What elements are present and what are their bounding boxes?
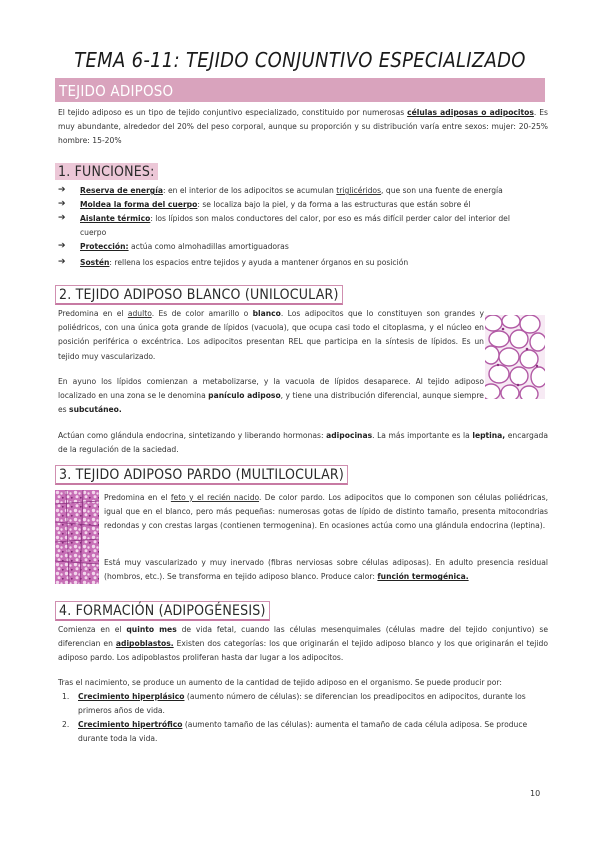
text-bold: leptina, [472, 431, 506, 440]
arrow-right-icon: ➔ [58, 257, 66, 267]
blanco-paragraph-2 [58, 375, 484, 418]
text: . Es de color amarillo o [151, 309, 253, 318]
item-wrap: cuerpo [80, 227, 107, 237]
text-bold: adipocinas [326, 431, 373, 440]
white-adipose-cells-image [485, 315, 545, 399]
document-title: TEMA 6-11: TEJIDO CONJUNTIVO ESPECIALIZADO [74, 48, 526, 72]
text: . De color pardo. Los adipocitos que lo componen son células poliédricas, igual que en el blanco, pero más pequeñas: numerosas gotas de lípido de distinto tamaño, presenta mitocondrias redondas y con crestas largas (contienen termogenina). En ocasiones actúa como una glándula endocrina (leptina). [104, 493, 548, 531]
arrow-right-icon: ➔ [58, 185, 66, 195]
item-term: Reserva de energía [80, 186, 163, 195]
white-adipose-micrograph [485, 315, 545, 399]
item-term: Aislante térmico [80, 214, 151, 223]
arrow-right-icon: ➔ [58, 213, 66, 223]
text-underlined: adulto [127, 309, 152, 318]
heading-formacion: 4. FORMACIÓN (ADIPOGÉNESIS) [55, 601, 270, 621]
intro-bold: células adiposas o adipocitos [407, 108, 534, 117]
item-term: Protección: [80, 242, 129, 251]
item-term: Crecimiento hipertrófico [78, 720, 183, 729]
text: Predomina en el [104, 493, 171, 502]
text: , y tiene una distribución diferencial, aunque siempre es [58, 391, 484, 415]
text: Actúan como glándula endocrina, sintetizando y liberando hormonas: [58, 431, 327, 440]
text-bold: panículo adiposo [208, 391, 281, 401]
heading-funciones: 1. FUNCIONES: [55, 163, 158, 180]
text-bold: subcutáneo. [69, 405, 122, 415]
text: . La más importante es la [372, 431, 473, 440]
heading-tejido-blanco: 2. TEJIDO ADIPOSO BLANCO (UNILOCULAR) [55, 285, 343, 305]
text: encargada de la regulación de la saciedad. [58, 431, 548, 455]
formacion-paragraph-1 [58, 623, 548, 666]
text: . Los adipocitos que lo constituyen son grandes y poliédricos, con una única gota grande de lípidos (vacuola), que ocupa casi todo el citoplasma, y el núcleo en posición periférica o excéntrica. Los adipocitos presentan REL que participa en la síntesis de lípidos. Es un tejido muy vascularizado. [58, 309, 484, 361]
text-bold: quinto mes [126, 625, 177, 634]
item-text: : se localiza bajo la piel, y da forma a las estructuras que están sobre él [197, 200, 471, 209]
text-underlined: feto y el recién nacido [170, 493, 260, 502]
item-text: : los lípidos son malos conductores del calor, por eso es más difícil perder calor del interior del [150, 214, 510, 223]
list-item [58, 240, 548, 254]
item-term: Crecimiento hiperplásico [78, 692, 185, 701]
text: de vida fetal, cuando las células mesenquimales (células madre del tejido conjuntivo) se diferencian en [58, 625, 548, 649]
intro-text-1: El tejido adiposo es un tipo de tejido conjuntivo especializado, constituido por numerosas [58, 108, 408, 117]
item-tail: , que son una fuente de energía [381, 186, 503, 195]
text: Comienza en el [58, 625, 127, 634]
arrow-right-icon: ➔ [58, 199, 66, 209]
list-item [58, 256, 548, 270]
text: Predomina en el [58, 309, 128, 318]
text: Está muy vascularizado y muy inervado (fibras nerviosas sobre células adiposas). En adulto presencia residual (hombros, etc.). Se transforma en tejido adiposo blanco. Produce calor: [104, 558, 548, 582]
list-item [58, 198, 548, 212]
text-bold: adipoblastos. [115, 639, 174, 649]
intro-text-2: . Es muy abundante, alrededor del 20% del peso corporal, aunque su proporción y su distribución varía entre sexos: mujer: 20-25% hombre: 15-20% [58, 108, 548, 146]
pardo-paragraph-2 [104, 556, 548, 584]
text: Existen dos categorías: los que originarán el tejido adiposo blanco y los que originarán el tejido adiposo pardo. Los adipoblastos proliferan hasta dar lugar a los adipocitos. [58, 639, 548, 663]
formacion-paragraph-2: Tras el nacimiento, se produce un aumento de la cantidad de tejido adiposo en el organismo. Se puede producir por: [58, 678, 502, 687]
page-number: 10 [530, 789, 541, 798]
list-item [58, 184, 548, 198]
item-text: (aumento número de células): se diferencian los preadipocitos en adipocitos, durante los primeros años de vida. [78, 692, 526, 715]
item-text: (aumento tamaño de las células): aumenta el tamaño de cada célula adiposa. Se produce durante toda la vida. [78, 720, 528, 743]
item-text: actúa como almohadillas amortiguadoras [128, 242, 289, 251]
item-extra: triglicéridos [336, 186, 382, 195]
item-text: : en el interior de los adipocitos se acumulan [162, 186, 337, 195]
list-number: 1. [62, 692, 70, 701]
brown-adipose-micrograph [55, 490, 99, 584]
section-heading-adipose: TEJIDO ADIPOSO [59, 82, 174, 100]
text: En ayuno los lípidos comienzan a metabolizarse, y la vacuola de lípidos desaparece. Al tejido adiposo localizado en una zona se le denomina [58, 377, 484, 401]
pardo-paragraph-1 [104, 491, 548, 534]
intro-paragraph [58, 106, 548, 149]
text-bold: función termogénica. [377, 572, 469, 582]
list-item [58, 212, 548, 240]
numbered-list-item [78, 690, 546, 717]
blanco-paragraph-3 [58, 429, 548, 457]
blanco-paragraph-1 [58, 307, 484, 364]
heading-tejido-pardo: 3. TEJIDO ADIPOSO PARDO (MULTILOCULAR) [55, 465, 348, 485]
arrow-right-icon: ➔ [58, 241, 66, 251]
text-bold: blanco [252, 309, 281, 318]
list-number: 2. [62, 720, 70, 729]
brown-adipose-cells-image [55, 490, 99, 584]
item-text: : rellena los espacios entre tejidos y ayuda a mantener órganos en su posición [109, 258, 409, 267]
item-term: Moldea la forma del cuerpo [80, 200, 198, 209]
numbered-list-item [78, 718, 546, 745]
item-term: Sostén [80, 258, 110, 267]
